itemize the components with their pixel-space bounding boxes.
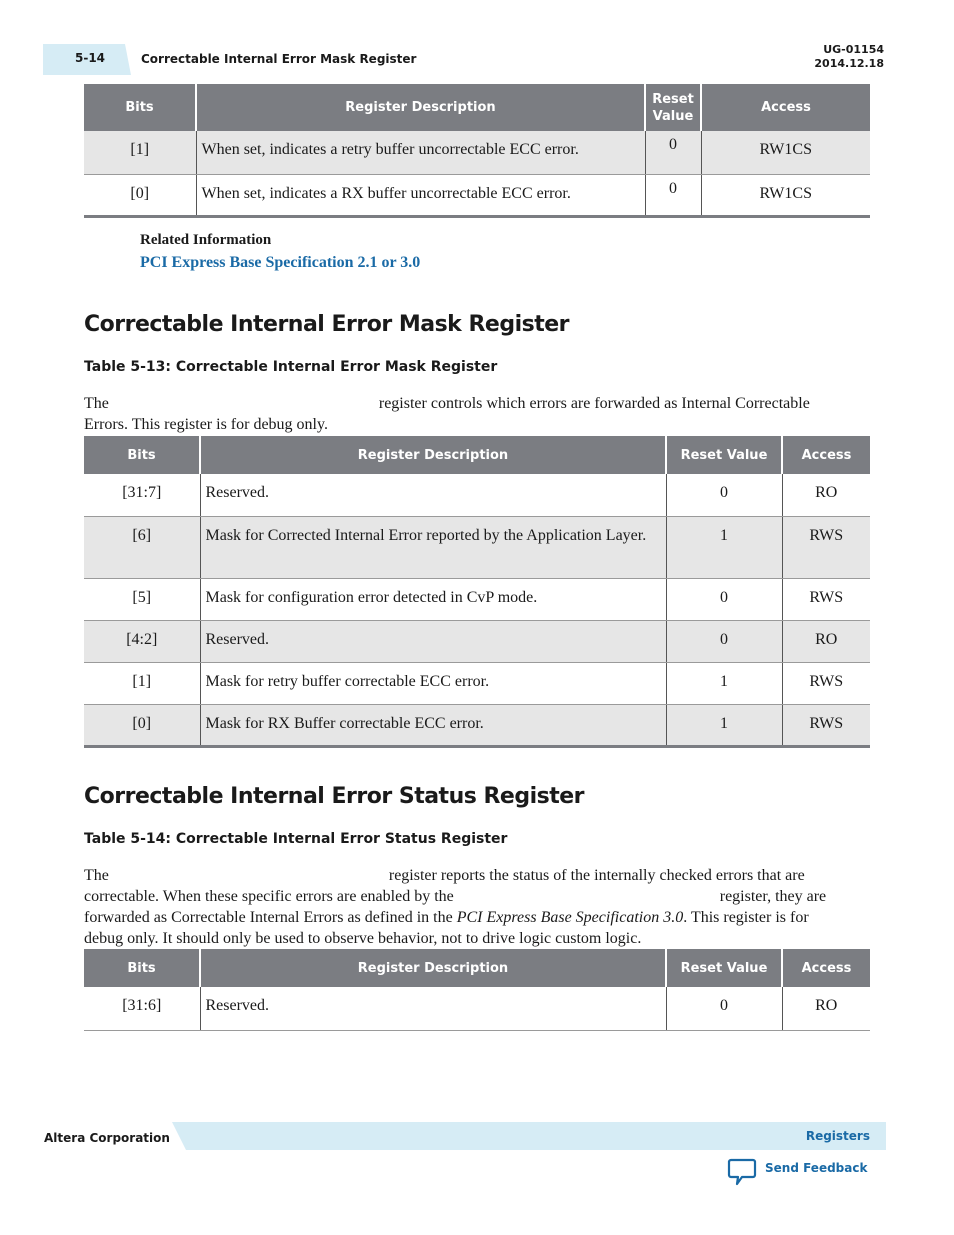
cell-description: When set, indicates a retry buffer uncorrectable ECC error.: [196, 131, 645, 174]
text: debug only. It should only be used to observe behavior, not to drive logic custom logic.: [84, 930, 642, 947]
cell-access: RO: [782, 987, 870, 1030]
text: forwarded as Correctable Internal Errors as defined in the: [84, 909, 453, 926]
text: The: [84, 867, 109, 884]
col-header-access: Access: [782, 436, 870, 474]
cell-access: RWS: [782, 516, 870, 578]
doc-date: 2014.12.18: [814, 57, 884, 70]
text: correctable. When these specific errors are enabled by the: [84, 888, 454, 905]
cell-description: Mask for RX Buffer correctable ECC error.: [200, 704, 666, 746]
cell-reset: 0: [645, 131, 701, 174]
table-row: [84, 987, 870, 1030]
col-header-reset: Reset Value: [666, 436, 782, 474]
col-header-description: Register Description: [200, 949, 666, 987]
cell-description: Reserved.: [200, 987, 666, 1030]
cell-reset: 0: [666, 620, 782, 662]
col-header-bits: Bits: [84, 436, 200, 474]
text: . This register is for: [683, 909, 809, 926]
cell-description: Mask for Corrected Internal Error reported by the Application Layer.: [200, 516, 666, 578]
spec-title: PCI Express Base Specification 3.0: [456, 909, 684, 926]
cell-access: RWS: [782, 662, 870, 704]
running-title: Correctable Internal Error Mask Register: [141, 52, 417, 66]
col-header-access: Access: [782, 949, 870, 987]
cell-bits: [31:7]: [84, 474, 200, 516]
cell-description: Mask for retry buffer correctable ECC error.: [200, 662, 666, 704]
send-feedback-button[interactable]: [727, 1158, 867, 1186]
cell-bits: [1]: [84, 131, 196, 174]
status-register-table: [84, 949, 870, 1031]
mask-description: [84, 393, 870, 435]
status-description: [84, 865, 870, 949]
text: The: [84, 395, 109, 412]
cell-reset: 1: [666, 516, 782, 578]
cell-bits: [1]: [84, 662, 200, 704]
cell-bits: [0]: [84, 174, 196, 216]
col-header-bits: Bits: [84, 84, 196, 131]
col-header-bits: Bits: [84, 949, 200, 987]
text: register controls which errors are forwarded as Internal Correctable: [378, 395, 810, 412]
register-table-continued: [84, 84, 870, 218]
doc-id: UG-01154: [823, 43, 884, 56]
pcie-spec-link[interactable]: PCI Express Base Specification 2.1 or 3.0: [140, 254, 421, 271]
mask-register-table: [84, 436, 870, 748]
section-heading-mask: Correctable Internal Error Mask Register: [84, 312, 570, 337]
cell-access: RO: [782, 474, 870, 516]
cell-bits: [0]: [84, 704, 200, 746]
speech-bubble-icon: [727, 1158, 757, 1186]
cell-access: RWS: [782, 704, 870, 746]
page-number: 5-14: [75, 51, 106, 65]
section-heading-status: Correctable Internal Error Status Register: [84, 784, 585, 809]
col-header-description: Register Description: [200, 436, 666, 474]
cell-description: Mask for configuration error detected in CvP mode.: [200, 578, 666, 620]
table-row: [84, 578, 870, 620]
cell-description: Reserved.: [200, 620, 666, 662]
text: register reports the status of the internally checked errors that are: [388, 867, 805, 884]
cell-access: RW1CS: [701, 131, 870, 174]
cell-bits: [6]: [84, 516, 200, 578]
table-row: [84, 620, 870, 662]
company-name: Altera Corporation: [44, 1131, 170, 1145]
cell-description: When set, indicates a RX buffer uncorrectable ECC error.: [196, 174, 645, 216]
related-info-label: Related Information: [140, 232, 272, 248]
cell-access: RW1CS: [701, 174, 870, 216]
send-feedback-label: Send Feedback: [765, 1161, 868, 1175]
cell-access: RWS: [782, 578, 870, 620]
table-caption-status: Table 5-14: Correctable Internal Error Status Register: [84, 831, 508, 847]
cell-bits: [4:2]: [84, 620, 200, 662]
footer-band: [172, 1122, 886, 1150]
col-header-description: Register Description: [196, 84, 645, 131]
table-row: [84, 662, 870, 704]
table-row: [84, 131, 870, 174]
col-header-reset: Reset Value: [645, 84, 701, 131]
cell-reset: 0: [645, 174, 701, 216]
table-caption-mask: Table 5-13: Correctable Internal Error Mask Register: [84, 359, 498, 375]
table-row: [84, 704, 870, 746]
text: Errors. This register is for debug only.: [84, 416, 328, 433]
cell-description: Reserved.: [200, 474, 666, 516]
text: register, they are: [719, 888, 827, 905]
table-row: [84, 174, 870, 216]
cell-reset: 1: [666, 704, 782, 746]
doc-meta: [814, 43, 884, 71]
registers-link[interactable]: Registers: [805, 1129, 870, 1143]
col-header-access: Access: [701, 84, 870, 131]
table-row: [84, 474, 870, 516]
table-row: [84, 516, 870, 578]
cell-reset: 0: [666, 987, 782, 1030]
cell-reset: 0: [666, 578, 782, 620]
cell-reset: 0: [666, 474, 782, 516]
cell-access: RO: [782, 620, 870, 662]
col-header-reset: Reset Value: [666, 949, 782, 987]
cell-reset: 1: [666, 662, 782, 704]
cell-bits: [31:6]: [84, 987, 200, 1030]
cell-bits: [5]: [84, 578, 200, 620]
